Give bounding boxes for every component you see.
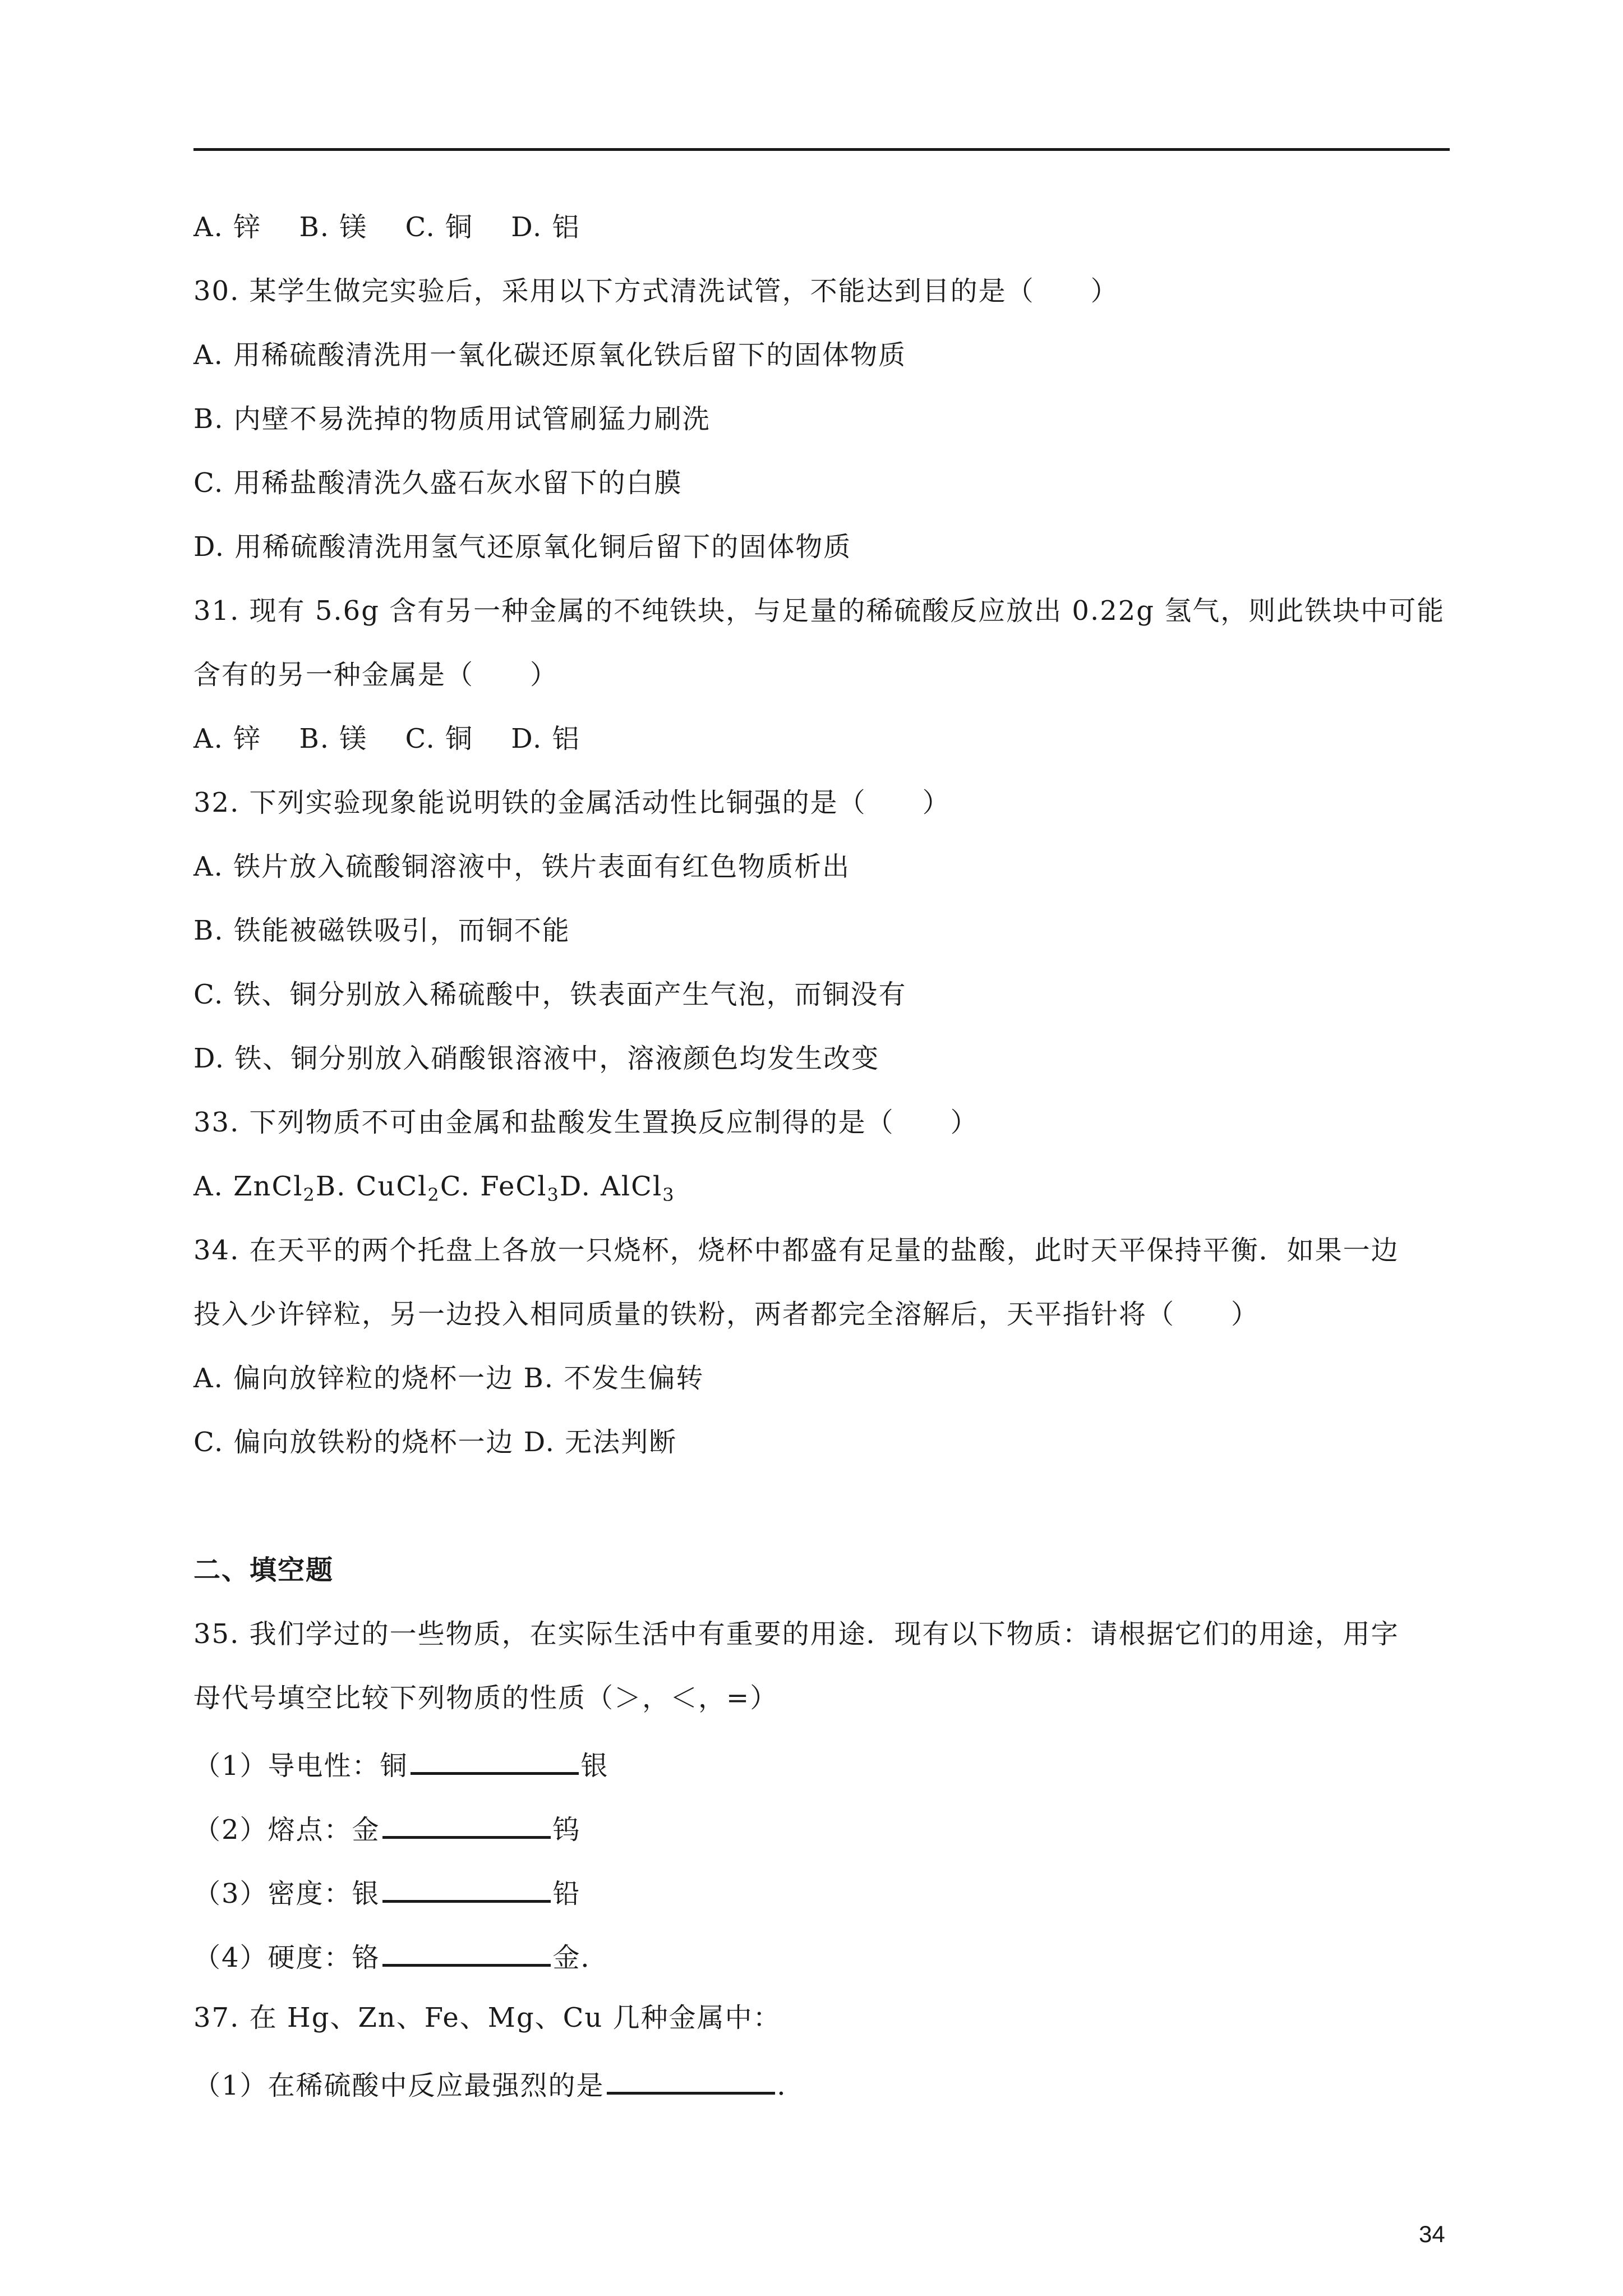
- q30-option-a: A. 用稀硫酸清洗用一氧化碳还原氧化铁后留下的固体物质: [193, 339, 907, 371]
- q31-stem-line1: 31. 现有 5.6g 含有另一种金属的不纯铁块，与足量的稀硫酸反应放出 0.22g 氢气，则此铁块中可能: [193, 595, 1445, 627]
- q33-option-c: C. FeCl: [440, 1171, 547, 1202]
- q37-item-1: （1）在稀硫酸中反应最强烈的是 ．: [193, 2065, 805, 2102]
- page-number: 34: [1419, 2221, 1445, 2247]
- answer-blank[interactable]: [382, 1873, 551, 1903]
- answer-blank[interactable]: [607, 2065, 775, 2095]
- q35-stem-line2: 母代号填空比较下列物质的性质（＞，＜，=）: [193, 1682, 778, 1714]
- section-heading: 二、填空题: [193, 1554, 334, 1586]
- answer-blank[interactable]: [411, 1745, 579, 1775]
- q33-stem: 33. 下列物质不可由金属和盐酸发生置换反应制得的是（ ）: [193, 1107, 979, 1138]
- q32-option-a: A. 铁片放入硫酸铜溶液中，铁片表面有红色物质析出: [193, 851, 851, 882]
- q33-option-b: B. CuCl: [315, 1171, 428, 1202]
- q33-option-a: A. ZnCl: [193, 1171, 303, 1202]
- q35-item-3: （3）密度：银 铅: [193, 1873, 581, 1911]
- answer-blank[interactable]: [382, 1809, 551, 1839]
- q30-option-c: C. 用稀盐酸清洗久盛石灰水留下的白膜: [193, 467, 683, 499]
- q35-item-2: （2）熔点：金 钨: [193, 1809, 581, 1847]
- q33-options: A. ZnCl$_2$B. CuCl$_2$C. FeCl$_3$D. AlCl$_3$: [193, 1171, 675, 1205]
- q29-options: A. 锌 B. 镁 C. 铜 D. 铝: [193, 211, 580, 243]
- q35-stem-line1: 35. 我们学过的一些物质，在实际生活中有重要的用途．现有以下物质：请根据它们的用途，用字: [193, 1618, 1399, 1650]
- q32-option-b: B. 铁能被磁铁吸引，而铜不能: [193, 915, 570, 946]
- q34-options-ab: A. 偏向放锌粒的烧杯一边 B. 不发生偏转: [193, 1363, 704, 1394]
- q32-stem: 32. 下列实验现象能说明铁的金属活动性比铜强的是（ ）: [193, 787, 951, 818]
- q35-item-1: （1）导电性：铜 银: [193, 1745, 609, 1783]
- q30-stem: 30. 某学生做完实验后，采用以下方式清洗试管，不能达到目的是（ ）: [193, 275, 1119, 307]
- q34-stem-line1: 34. 在天平的两个托盘上各放一只烧杯，烧杯中都盛有足量的盐酸，此时天平保持平衡．如果一边: [193, 1235, 1399, 1266]
- q31-stem-line2: 含有的另一种金属是（ ）: [193, 659, 559, 691]
- q30-option-b: B. 内壁不易洗掉的物质用试管刷猛力刷洗: [193, 403, 711, 435]
- header-rule: [193, 148, 1450, 151]
- q34-stem-line2: 投入少许锌粒，另一边投入相同质量的铁粉，两者都完全溶解后，天平指针将（ ）: [193, 1299, 1260, 1330]
- answer-blank[interactable]: [382, 1937, 551, 1967]
- q30-option-d: D. 用稀硫酸清洗用氢气还原氧化铜后留下的固体物质: [193, 531, 852, 563]
- q37-stem: 37. 在 Hg、Zn、Fe、Mg、Cu 几种金属中：: [193, 2002, 781, 2033]
- q34-options-cd: C. 偏向放铁粉的烧杯一边 D. 无法判断: [193, 1427, 677, 1458]
- q35-item-4: （4）硬度：铬 金．: [193, 1937, 609, 1975]
- q33-option-d: D. AlCl: [559, 1171, 663, 1202]
- q31-options: A. 锌 B. 镁 C. 铜 D. 铝: [193, 723, 580, 754]
- q32-option-d: D. 铁、铜分别放入硝酸银溶液中，溶液颜色均发生改变: [193, 1043, 880, 1074]
- q32-option-c: C. 铁、铜分别放入稀硫酸中，铁表面产生气泡，而铜没有: [193, 979, 907, 1010]
